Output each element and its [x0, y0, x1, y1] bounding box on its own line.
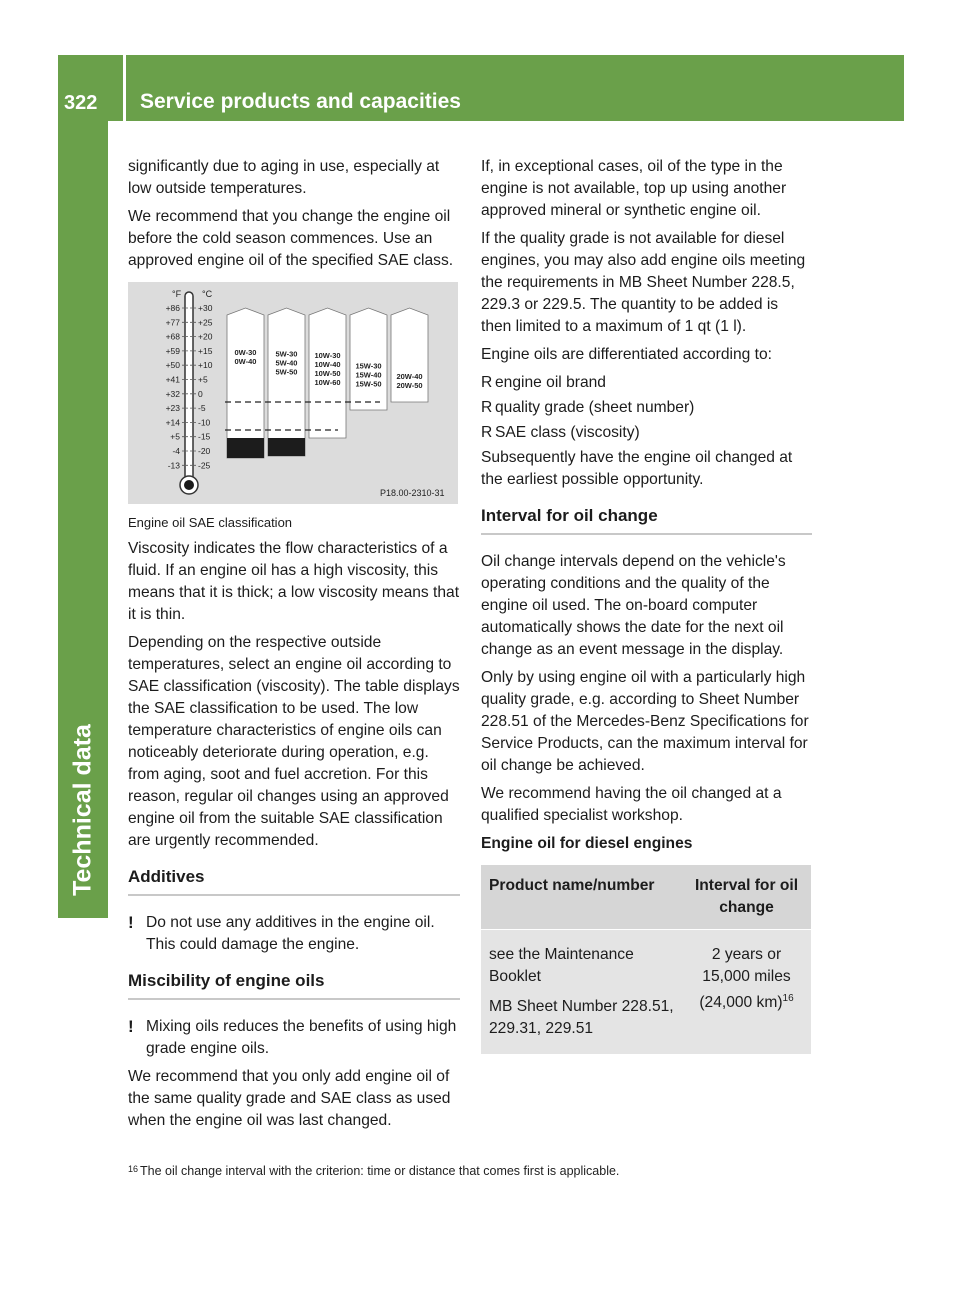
celsius-tick-label: -15 [198, 431, 211, 442]
fahrenheit-tick-label: -13 [167, 460, 180, 471]
bullet-icon: R [481, 374, 493, 391]
footnote-text: The oil change interval with the criterion: time or distance that comes first is applicable. [140, 1164, 620, 1178]
paragraph: We recommend having the oil changed at a qualified specialist workshop. [481, 785, 782, 824]
paragraph: We recommend that you change the engine oil before the cold season commences. Use an approved engine oil of the specified SAE class. [128, 208, 454, 269]
celsius-tick-label: -5 [198, 403, 206, 414]
bullet-icon: R [481, 399, 493, 416]
paragraph: Subsequently have the engine oil changed at the earliest possible opportunity. [481, 449, 793, 488]
notice-text: Mixing oils reduces the benefits of using high grade engine oils. [146, 1018, 457, 1057]
notice-text: Do not use any additives in the engine oil. This could damage the engine. [146, 914, 435, 953]
list-item: R quality grade (sheet number) [481, 397, 812, 419]
paragraph: Oil change intervals depend on the vehicle's operating conditions and the quality of the engine oil used. The on-board computer automatically shows the date for the next oil change as an event message in the display. [481, 553, 786, 658]
low-temp-band [227, 438, 264, 458]
sae-grade-label: 15W-40 [355, 370, 382, 380]
sae-grade-label: 10W-30 [314, 351, 341, 360]
fahrenheit-tick-label: +68 [165, 331, 180, 342]
fahrenheit-label: °F [172, 289, 182, 299]
fahrenheit-tick-label: +59 [165, 345, 180, 356]
sae-grade-label: 5W-40 [275, 358, 298, 368]
celsius-tick-label: -10 [198, 417, 211, 428]
page-number: 322 [64, 92, 98, 114]
low-temp-band [268, 438, 305, 456]
side-tab-label: Technical data [68, 724, 97, 896]
sae-grade-block [350, 308, 387, 410]
table-title: Engine oil for diesel engines [481, 835, 693, 852]
thermometer-bulb [184, 480, 194, 490]
sae-grade-label: 15W-50 [355, 379, 382, 389]
celsius-tick-label: +20 [198, 331, 213, 342]
sae-grade-block [268, 308, 305, 456]
fahrenheit-tick-label: +41 [165, 374, 180, 385]
column-header: Product name/number [481, 865, 682, 929]
section-heading: Miscibility of engine oils [128, 970, 460, 1000]
sae-grade-block [227, 308, 264, 458]
sae-grade-label: 0W-40 [234, 357, 257, 366]
paragraph: If, in exceptional cases, oil of the type in the engine is not available, top up using another approved mineral or synthetic engine oil. [481, 158, 787, 219]
sae-grade-label: 5W-50 [275, 367, 298, 377]
sae-grade-label: 20W-40 [396, 372, 423, 381]
celsius-tick-label: +15 [198, 345, 213, 356]
exclamation-icon: ! [128, 1017, 134, 1036]
celsius-tick-label: +25 [198, 317, 213, 328]
list-item: R SAE class (viscosity) [481, 422, 812, 444]
celsius-label: °C [202, 289, 213, 299]
table-cell: see the Maintenance Booklet MB Sheet Number 228.51, 229.31, 229.51 [481, 930, 682, 1054]
thermometer-tube [185, 292, 193, 480]
sae-classification-figure [128, 282, 458, 504]
table-cell: 2 years or 15,000 miles (24,000 km)$^{16}$ [682, 930, 811, 1054]
sae-grade-label: 10W-50 [314, 369, 341, 378]
fahrenheit-tick-label: -4 [172, 446, 180, 456]
fahrenheit-tick-label: +77 [165, 317, 180, 328]
column-header: Interval for oil change [682, 865, 811, 929]
section-heading: Interval for oil change [481, 505, 812, 535]
sae-grade-label: 0W-30 [234, 348, 257, 357]
figure-code: P18.00-2310-31 [380, 488, 445, 498]
bullet-icon: R [481, 424, 493, 441]
sae-grade-label: 5W-30 [275, 349, 298, 359]
warning-notice [128, 1016, 460, 1060]
fahrenheit-tick-label: +50 [165, 360, 180, 371]
sae-grade-label: 15W-30 [355, 361, 382, 371]
sae-grade-label: 20W-50 [396, 381, 423, 390]
sae-chart [128, 282, 458, 504]
footnote-ref: 16 [782, 993, 794, 1004]
page-title: Service products and capacities [140, 90, 461, 113]
fahrenheit-tick-label: +32 [165, 388, 180, 399]
paragraph: Viscosity indicates the flow characteristics of a fluid. If an engine oil has a high viscosity, this means that it is thick; a low viscosity means that it is thin. [128, 540, 460, 623]
figure-caption: Engine oil SAE classification [128, 515, 293, 530]
footnote-number: 16 [128, 1164, 139, 1174]
fahrenheit-tick-label: +86 [165, 303, 180, 313]
table-header-row [481, 865, 811, 929]
fahrenheit-tick-label: +14 [165, 417, 180, 428]
celsius-tick-label: +5 [198, 374, 208, 385]
left-column [128, 156, 460, 1138]
celsius-tick-label: +30 [198, 303, 213, 313]
exclamation-icon: ! [128, 913, 134, 932]
section-heading: Additives [128, 866, 460, 896]
paragraph: Depending on the respective outside temperatures, select an engine oil according to SAE classification (viscosity). The table displays the SAE classification to be used. The low temperature characteristics of engine oils can noticeably deteriorate during operation, e.g. from aging, soot and fuel accretion. For this reason, regular oil changes using an approved engine oil from the suitable SAE classification are urgently recommended. [128, 634, 460, 849]
fahrenheit-tick-label: +5 [170, 431, 180, 442]
paragraph: Only by using engine oil with a particularly high quality grade, e.g. according to Sheet Number 228.51 of the Mercedes-Benz Specifications for Service Products, can the maximum interval for oil change be achieved. [481, 669, 809, 774]
fahrenheit-tick-label: +23 [165, 403, 180, 414]
paragraph: If the quality grade is not available for diesel engines, you may also add engine oils meeting the requirements in MB Sheet Number 228.5, 229.3 or 229.5. The quantity to be added is then limited to a maximum of 1 qt (1 l). [481, 230, 806, 335]
paragraph: significantly due to aging in use, especially at low outside temperatures. [128, 158, 440, 197]
sae-grade-label: 10W-60 [314, 378, 341, 387]
footnote [128, 1164, 619, 1178]
celsius-tick-label: -20 [198, 446, 211, 456]
paragraph: Engine oils are differentiated according to: [481, 346, 772, 363]
paragraph: We recommend that you only add engine oil of the same quality grade and SAE class as used when the engine oil was last changed. [128, 1068, 451, 1129]
celsius-tick-label: 0 [198, 388, 203, 399]
celsius-tick-label: +10 [198, 360, 213, 371]
warning-notice [128, 912, 460, 956]
header-separator [123, 55, 126, 121]
oil-interval-table [481, 865, 811, 1054]
table-row [481, 930, 811, 1054]
sae-grade-label: 10W-40 [314, 360, 341, 369]
celsius-tick-label: -25 [198, 460, 211, 471]
list-item: R engine oil brand [481, 372, 812, 394]
right-column [481, 156, 812, 1054]
